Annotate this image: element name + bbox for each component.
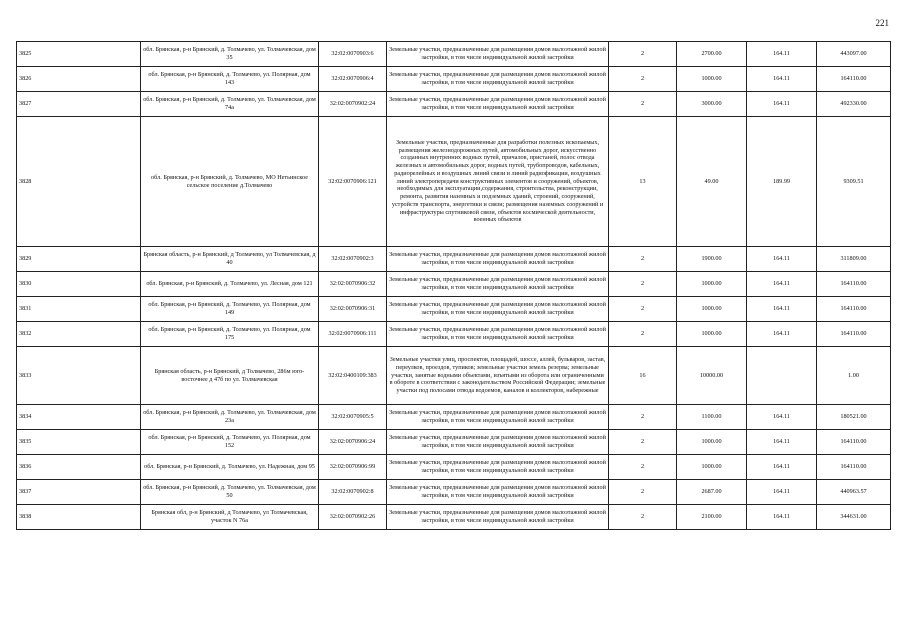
cadastral-value-cell: 1.00 [817,347,891,405]
row-number-cell: 3833 [17,347,141,405]
address-cell: обл. Брянская, р-н Брянский, д. Толмачево, ул. Толмачевская, дом 50 [141,480,319,505]
area-cell: 1000.00 [677,297,747,322]
use-group-code-cell: 2 [609,272,677,297]
address-cell: обл. Брянская, р-н Брянский, д. Толмачево, МО Нетьинское сельское поселение д.Толмачево [141,117,319,247]
cadastral-number-cell: 32:02:0070906:111 [319,322,387,347]
address-cell: обл. Брянская, р-н Брянский, д. Толмачево, ул. Толмачевская, дом 23а [141,405,319,430]
land-use-cell: Земельные участки, предназначенные для размещения домов малоэтажной жилой застройки, в том числе индивидуальной жилой застройки [387,42,609,67]
use-group-code-cell: 2 [609,67,677,92]
row-number-cell: 3828 [17,117,141,247]
specific-value-cell: 164.11 [747,405,817,430]
land-use-cell: Земельные участки, предназначенные для размещения домов малоэтажной жилой застройки, в том числе индивидуальной жилой застройки [387,247,609,272]
address-cell: Брянская область, р-н Брянский, д Толмачево, ул Толмачевская, д 40 [141,247,319,272]
cadastral-number-cell: 32:02:0070906:99 [319,455,387,480]
address-cell: обл. Брянская, р-н Брянский, д. Толмачево, ул. Надежная, дом 95 [141,455,319,480]
row-number-cell: 3838 [17,505,141,530]
area-cell: 3000.00 [677,92,747,117]
address-cell: обл. Брянская, р-н Брянский, д. Толмачево, ул. Толмачевская, дом 35 [141,42,319,67]
area-cell: 49.00 [677,117,747,247]
row-number-cell: 3834 [17,405,141,430]
land-use-cell: Земельные участки, предназначенные для размещения домов малоэтажной жилой застройки, в том числе индивидуальной жилой застройки [387,480,609,505]
area-cell: 1000.00 [677,67,747,92]
row-number-cell: 3835 [17,430,141,455]
row-number-cell: 3825 [17,42,141,67]
table-row [17,117,891,247]
area-cell: 10000.00 [677,347,747,405]
row-number-cell: 3836 [17,455,141,480]
row-number-cell: 3830 [17,272,141,297]
use-group-code-cell: 13 [609,117,677,247]
address-cell: Брянская область, р-н Брянский, д Толмачево, 286м юго-восточнее д 47б по ул. Толмачевская [141,347,319,405]
use-group-code-cell: 2 [609,297,677,322]
use-group-code-cell: 2 [609,430,677,455]
cadastral-value-cell: 164110.00 [817,430,891,455]
cadastral-value-cell: 9309.51 [817,117,891,247]
address-cell: обл. Брянская, р-н Брянский, д. Толмачево, ул. Полярная, дом 152 [141,430,319,455]
land-registry-table [16,41,891,530]
area-cell: 1100.00 [677,405,747,430]
cadastral-value-cell: 311809.00 [817,247,891,272]
cadastral-value-cell: 164110.00 [817,322,891,347]
area-cell: 1900.00 [677,247,747,272]
address-cell: обл. Брянская, р-н Брянский, д. Толмачево, ул. Полярная, дом 175 [141,322,319,347]
table-row [17,42,891,67]
address-cell: обл. Брянская, р-н Брянский, д. Толмачево, ул. Лесная, дом 121 [141,272,319,297]
specific-value-cell: 189.99 [747,117,817,247]
land-use-cell: Земельные участки, предназначенные для размещения домов малоэтажной жилой застройки, в том числе индивидуальной жилой застройки [387,297,609,322]
land-use-cell: Земельные участки, предназначенные для разработки полезных ископаемых, размещения железнодорожных путей, автомобильных дорог, искусственно созданных внутренних водных путей, причалов, пристаней, полос отвода железных и автомобильных дорог, водных путей, трубопроводов, кабельных, радиорелейных и воздушных линий связи и линий радиофикации, воздушных линий электропередачи конструктивных элементов и сооружений, объектов, необходимых для эксплуатации,содержания, строительства, реконструкции, ремонта, развития наземных и подземных зданий, строений, сооружений, устройств транспорта, энергетики и связи; размещения наземных сооружений и инфраструктуры спутниковой связи, объектов космической деятельности, военных объектов [387,117,609,247]
address-cell: обл. Брянская, р-н Брянский, д. Толмачево, ул. Полярная, дом 143 [141,67,319,92]
use-group-code-cell: 2 [609,405,677,430]
row-number-cell: 3837 [17,480,141,505]
cadastral-number-cell: 32:02:0400109:383 [319,347,387,405]
use-group-code-cell: 2 [609,505,677,530]
cadastral-number-cell: 32:02:0070902:24 [319,92,387,117]
row-number-cell: 3829 [17,247,141,272]
table-body [17,42,891,530]
row-number-cell: 3827 [17,92,141,117]
cadastral-number-cell: 32:02:0070905:5 [319,405,387,430]
cadastral-number-cell: 32:02:0070903:6 [319,42,387,67]
table-row [17,480,891,505]
specific-value-cell [747,347,817,405]
table-row [17,405,891,430]
land-use-cell: Земельные участки, предназначенные для размещения домов малоэтажной жилой застройки, в том числе индивидуальной жилой застройки [387,430,609,455]
cadastral-value-cell: 492330.00 [817,92,891,117]
land-use-cell: Земельные участки, предназначенные для размещения домов малоэтажной жилой застройки, в том числе индивидуальной жилой застройки [387,272,609,297]
area-cell: 1000.00 [677,272,747,297]
row-number-cell: 3832 [17,322,141,347]
specific-value-cell: 164.11 [747,322,817,347]
land-use-cell: Земельные участки, предназначенные для размещения домов малоэтажной жилой застройки, в том числе индивидуальной жилой застройки [387,455,609,480]
table-row [17,272,891,297]
land-use-cell: Земельные участки улиц, проспектов, площадей, шоссе, аллей, бульваров, застав, переулков, проездов, тупиков; земельные участки земель резерва; земельные участки, занятые водными объектами, изъятыми из оборота или ограниченными в обороте в соответствии с законодательством Российской Федерации; земельные участки под полосами отвода водоемов, каналов и коллекторов, набережные [387,347,609,405]
table-row [17,455,891,480]
area-cell: 1000.00 [677,430,747,455]
cadastral-number-cell: 32:02:0070902:26 [319,505,387,530]
table-row [17,322,891,347]
cadastral-number-cell: 32:02:0070906:32 [319,272,387,297]
specific-value-cell: 164.11 [747,480,817,505]
cadastral-value-cell: 443097.00 [817,42,891,67]
specific-value-cell: 164.11 [747,247,817,272]
use-group-code-cell: 2 [609,322,677,347]
table-row [17,347,891,405]
table-row [17,297,891,322]
land-use-cell: Земельные участки, предназначенные для размещения домов малоэтажной жилой застройки, в том числе индивидуальной жилой застройки [387,505,609,530]
page-number: 221 [875,18,889,28]
cadastral-value-cell: 344631.00 [817,505,891,530]
use-group-code-cell: 2 [609,455,677,480]
area-cell: 2100.00 [677,505,747,530]
cadastral-value-cell: 164110.00 [817,455,891,480]
address-cell: обл. Брянская, р-н Брянский, д. Толмачево, ул. Полярная, дом 149 [141,297,319,322]
area-cell: 1000.00 [677,455,747,480]
table-row [17,505,891,530]
land-use-cell: Земельные участки, предназначенные для размещения домов малоэтажной жилой застройки, в том числе индивидуальной жилой застройки [387,405,609,430]
cadastral-value-cell: 440963.57 [817,480,891,505]
specific-value-cell: 164.11 [747,297,817,322]
address-cell: обл. Брянская, р-н Брянский, д. Толмачево, ул. Толмачевская, дом 74а [141,92,319,117]
use-group-code-cell: 2 [609,92,677,117]
row-number-cell: 3831 [17,297,141,322]
use-group-code-cell: 2 [609,247,677,272]
use-group-code-cell: 2 [609,42,677,67]
area-cell: 2687.00 [677,480,747,505]
cadastral-value-cell: 164110.00 [817,297,891,322]
row-number-cell: 3826 [17,67,141,92]
land-use-cell: Земельные участки, предназначенные для размещения домов малоэтажной жилой застройки, в том числе индивидуальной жилой застройки [387,92,609,117]
cadastral-number-cell: 32:02:0070906:121 [319,117,387,247]
cadastral-number-cell: 32:02:0070906:4 [319,67,387,92]
specific-value-cell: 164.11 [747,505,817,530]
cadastral-number-cell: 32:02:0070906:24 [319,430,387,455]
table-row [17,67,891,92]
specific-value-cell: 164.11 [747,272,817,297]
use-group-code-cell: 16 [609,347,677,405]
area-cell: 2700.00 [677,42,747,67]
specific-value-cell: 164.11 [747,455,817,480]
address-cell: Брянская обл, р-н Брянский, д Толмачево, ул Толмачевская, участок N 76а [141,505,319,530]
specific-value-cell: 164.11 [747,42,817,67]
use-group-code-cell: 2 [609,480,677,505]
land-use-cell: Земельные участки, предназначенные для размещения домов малоэтажной жилой застройки, в том числе индивидуальной жилой застройки [387,67,609,92]
cadastral-value-cell: 164110.00 [817,67,891,92]
cadastral-number-cell: 32:02:0070902:3 [319,247,387,272]
cadastral-number-cell: 32:02:0070902:8 [319,480,387,505]
cadastral-value-cell: 164110.00 [817,272,891,297]
specific-value-cell: 164.11 [747,67,817,92]
cadastral-number-cell: 32:02:0070906:31 [319,297,387,322]
area-cell: 1000.00 [677,322,747,347]
land-use-cell: Земельные участки, предназначенные для размещения домов малоэтажной жилой застройки, в том числе индивидуальной жилой застройки [387,322,609,347]
cadastral-value-cell: 180521.00 [817,405,891,430]
table-row [17,247,891,272]
table-row [17,430,891,455]
specific-value-cell: 164.11 [747,92,817,117]
table-row [17,92,891,117]
specific-value-cell: 164.11 [747,430,817,455]
